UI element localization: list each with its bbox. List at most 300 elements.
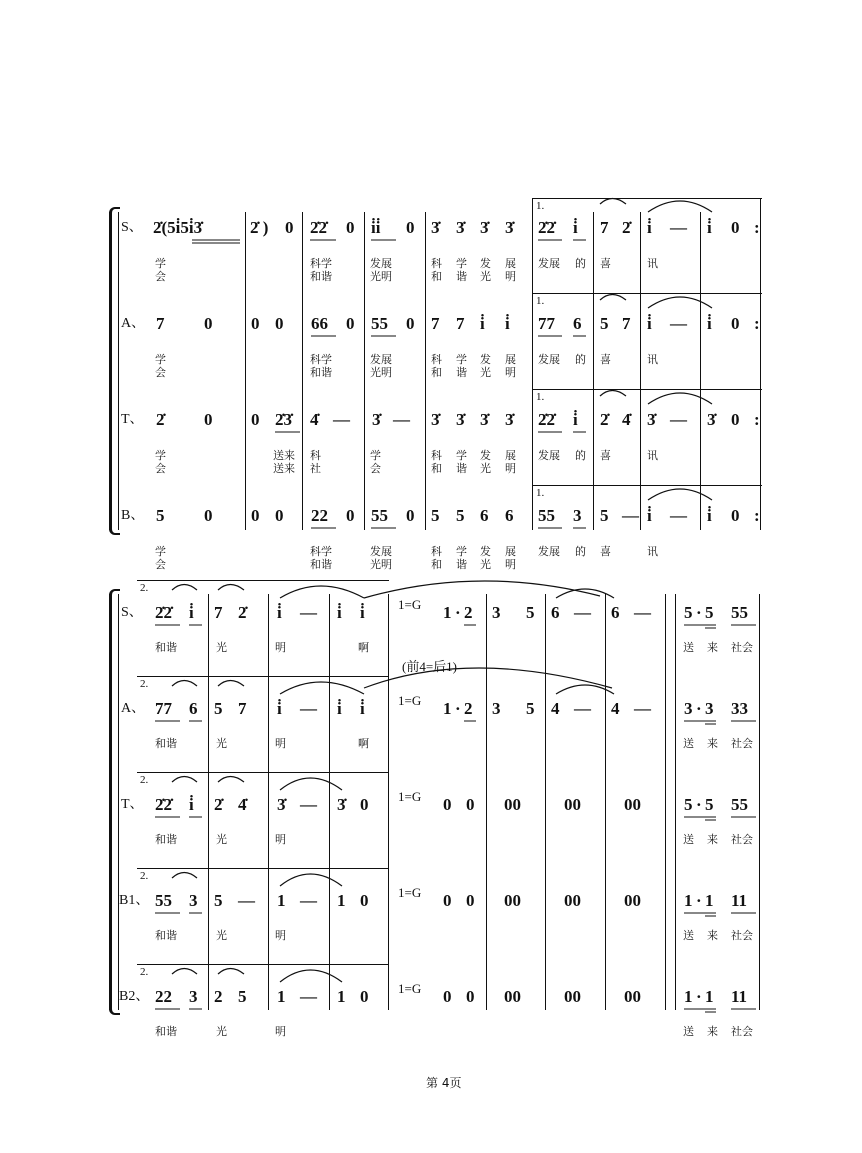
- lyric: 明: [275, 737, 286, 750]
- note: 3: [573, 506, 582, 525]
- lyric: 讯: [647, 545, 658, 558]
- part-label-bass-1: B1、: [119, 893, 150, 908]
- note: i̇: [337, 603, 342, 622]
- lyric: 的: [575, 353, 586, 366]
- note: i̇: [277, 603, 282, 622]
- note: i̇: [189, 603, 194, 622]
- note: 3̇: [505, 410, 514, 429]
- part-label-bass-2: B2、: [119, 989, 150, 1004]
- note: 6: [505, 506, 514, 525]
- note: —: [300, 987, 317, 1006]
- note: 0: [251, 506, 260, 525]
- lyric: 的: [575, 545, 586, 558]
- note: 7: [238, 699, 247, 718]
- note: —: [670, 506, 687, 525]
- note: i̇: [647, 314, 652, 333]
- note: ·: [696, 699, 702, 718]
- note: 00: [624, 891, 641, 910]
- lyric: 明: [505, 462, 516, 475]
- lyric: 学: [155, 353, 166, 366]
- lyric: 学: [456, 353, 467, 366]
- note: 5: [456, 506, 465, 525]
- note: i̇: [337, 699, 342, 718]
- note: 5: [526, 699, 535, 718]
- note: 2: [464, 603, 473, 622]
- note: 5: [684, 603, 693, 622]
- lyric: 学: [456, 257, 467, 270]
- note: 77: [155, 699, 172, 718]
- note: 2̇: [238, 603, 247, 622]
- lyric: 明: [275, 641, 286, 654]
- volta-label: 2.: [140, 870, 149, 882]
- note: 0: [406, 314, 415, 333]
- note: 4̇: [622, 410, 631, 429]
- note: 4: [611, 699, 620, 718]
- note: 2: [464, 699, 473, 718]
- note: 0: [466, 987, 475, 1006]
- lyric: 发展: [370, 353, 392, 366]
- lyric: 的: [575, 449, 586, 462]
- note: —: [670, 410, 687, 429]
- note: i̇: [505, 314, 510, 333]
- note: 7: [600, 218, 609, 237]
- note: i̇: [573, 410, 578, 429]
- note: 0: [466, 891, 475, 910]
- lyric: 会: [155, 270, 166, 283]
- note: 1: [443, 603, 452, 622]
- note: 00: [564, 891, 581, 910]
- note: 3̇: [480, 410, 489, 429]
- lyric: 光: [216, 737, 227, 750]
- volta-label: 1.: [536, 391, 545, 403]
- lyric: 社会: [731, 1025, 753, 1038]
- note: 3̇: [372, 410, 381, 429]
- lyric: 谐: [456, 462, 467, 475]
- lyric: 社会: [731, 641, 753, 654]
- note: —: [300, 603, 317, 622]
- lyric: 学: [155, 449, 166, 462]
- note: 7: [431, 314, 440, 333]
- note: 7: [456, 314, 465, 333]
- note: 2̇3̇: [275, 410, 292, 429]
- lyric: 学: [456, 449, 467, 462]
- note: 4̇: [238, 795, 247, 814]
- lyric: 科: [431, 545, 442, 558]
- note: ·: [696, 603, 702, 622]
- note: 3: [684, 699, 693, 718]
- lyric: 发展: [538, 545, 560, 558]
- note: 3̇: [431, 218, 440, 237]
- note: 2̇: [156, 410, 165, 429]
- note: 2̇2̇: [310, 218, 327, 237]
- note: 3: [492, 603, 501, 622]
- note: 0: [731, 410, 740, 429]
- note: 0: [731, 218, 740, 237]
- note: —: [622, 506, 639, 525]
- note: 11: [731, 891, 748, 910]
- lyric: 明: [275, 1025, 286, 1038]
- lyric: 光明: [370, 270, 392, 283]
- note: 2̇: [600, 410, 609, 429]
- note: 1: [277, 891, 286, 910]
- note: 0: [406, 506, 415, 525]
- lyric: 谐: [456, 558, 467, 571]
- note: 3̇: [456, 410, 465, 429]
- note: —: [300, 891, 317, 910]
- note: 1: [337, 987, 346, 1006]
- note: 0: [275, 506, 284, 525]
- note: —: [574, 699, 591, 718]
- note: 55: [371, 314, 388, 333]
- modulation-note: (前4=后1): [402, 659, 457, 674]
- page-number: 第 4页: [426, 1076, 462, 1090]
- lyric: 讯: [647, 257, 658, 270]
- lyric: 社会: [731, 929, 753, 942]
- note: 0: [346, 506, 355, 525]
- note: 5: [238, 987, 247, 1006]
- part-label-tenor: T、: [121, 412, 144, 427]
- note: 7: [214, 603, 223, 622]
- lyric: 明: [505, 366, 516, 379]
- note: 66: [311, 314, 328, 333]
- lyric: 发展: [538, 353, 560, 366]
- lyric: 光: [480, 270, 491, 283]
- lyric: 和谐: [155, 737, 177, 750]
- note: 3̇: [456, 218, 465, 237]
- lyric: 来: [707, 929, 718, 942]
- note: 5: [600, 314, 609, 333]
- lyric: 和谐: [155, 833, 177, 846]
- note: —: [333, 410, 350, 429]
- lyric: 送: [683, 833, 694, 846]
- note: 0: [346, 314, 355, 333]
- note: 0: [360, 987, 369, 1006]
- note: 55: [155, 891, 172, 910]
- note: 0: [285, 218, 294, 237]
- part-label-alto: A、: [121, 701, 146, 716]
- lyric: 展: [505, 449, 516, 462]
- note: 3̇: [505, 218, 514, 237]
- lyric: 发: [480, 449, 491, 462]
- lyric: 和谐: [155, 641, 177, 654]
- note: 5: [431, 506, 440, 525]
- underline-marks: [155, 240, 756, 1012]
- lyric: 讯: [647, 353, 658, 366]
- repeat-sign: :: [754, 218, 760, 237]
- lyric: 科: [431, 353, 442, 366]
- note: 00: [504, 987, 521, 1006]
- lyric: 和谐: [310, 558, 332, 571]
- lyric: 会: [155, 462, 166, 475]
- lyric: 和: [431, 558, 442, 571]
- note: i̇: [360, 603, 365, 622]
- note: 2̇2̇: [538, 218, 555, 237]
- note: 3: [705, 699, 714, 718]
- note: i̇: [277, 699, 282, 718]
- note: 7: [156, 314, 165, 333]
- lyric: 光: [480, 462, 491, 475]
- note: 0: [443, 987, 452, 1006]
- note: 5: [156, 506, 165, 525]
- lyric: 明: [275, 833, 286, 846]
- lyric: 科: [431, 449, 442, 462]
- note: 5: [600, 506, 609, 525]
- key-signature: 1=G: [398, 693, 422, 708]
- note: —: [574, 603, 591, 622]
- volta-label: 1.: [536, 487, 545, 499]
- note: 00: [624, 795, 641, 814]
- lyric: 和谐: [310, 366, 332, 379]
- lyric: 展: [505, 545, 516, 558]
- note: 1: [684, 987, 693, 1006]
- note: —: [238, 891, 255, 910]
- part-label-tenor: T、: [121, 797, 144, 812]
- note: 3̇: [431, 410, 440, 429]
- note: i̇: [647, 506, 652, 525]
- lyric: 发: [480, 257, 491, 270]
- note: 3̇: [337, 795, 346, 814]
- note: i̇: [189, 795, 194, 814]
- note: 0: [360, 795, 369, 814]
- lyric: 科学: [310, 257, 332, 270]
- note: 0: [406, 218, 415, 237]
- lyric: 明: [275, 929, 286, 942]
- note: 6: [611, 603, 620, 622]
- note: 1: [705, 891, 714, 910]
- part-label-alto: A、: [121, 316, 146, 331]
- note: 0: [204, 314, 213, 333]
- note: 55: [731, 603, 748, 622]
- note: 2̇2̇: [155, 603, 172, 622]
- key-signature: 1=G: [398, 597, 422, 612]
- note: 5: [214, 699, 223, 718]
- lyric: 展: [505, 257, 516, 270]
- note: 3: [189, 891, 198, 910]
- lyric: 来: [707, 641, 718, 654]
- lyric: 讯: [647, 449, 658, 462]
- note: 1: [277, 987, 286, 1006]
- part-label-soprano: S、: [121, 605, 143, 620]
- lyric: 明: [505, 558, 516, 571]
- lyric: 喜: [600, 449, 611, 462]
- lyric: 发展: [370, 257, 392, 270]
- note: 5: [684, 795, 693, 814]
- lyric: 光: [216, 641, 227, 654]
- note: 0: [204, 506, 213, 525]
- lyric: 学: [456, 545, 467, 558]
- lyric: 光明: [370, 366, 392, 379]
- part-label-soprano: S、: [121, 220, 143, 235]
- lyric: 送来: [273, 449, 295, 462]
- note: 6: [573, 314, 582, 333]
- volta-label: 1.: [536, 200, 545, 212]
- note: —: [300, 699, 317, 718]
- note: ·: [696, 795, 702, 814]
- lyric: 送: [683, 1025, 694, 1038]
- slur-marks: [172, 199, 712, 983]
- note: —: [300, 795, 317, 814]
- lyric: 和谐: [155, 929, 177, 942]
- volta-label: 2.: [140, 582, 149, 594]
- note: 2̇: [214, 795, 223, 814]
- lyric: 发展: [370, 545, 392, 558]
- note: 2̇(5i̇5i̇3̇: [153, 218, 203, 237]
- repeat-sign: :: [754, 410, 760, 429]
- lyric: 发展: [538, 257, 560, 270]
- repeat-sign: :: [754, 506, 760, 525]
- volta-label: 2.: [140, 966, 149, 978]
- lyric: 光明: [370, 558, 392, 571]
- lyric: 来: [707, 737, 718, 750]
- lyric: 和: [431, 366, 442, 379]
- note: 5: [705, 795, 714, 814]
- note: 3: [492, 699, 501, 718]
- lyric: 来: [707, 833, 718, 846]
- key-signature: 1=G: [398, 789, 422, 804]
- lyric: 和谐: [155, 1025, 177, 1038]
- note: 6: [480, 506, 489, 525]
- note: 4̇: [310, 410, 319, 429]
- note: 4: [551, 699, 560, 718]
- repeat-sign: :: [754, 314, 760, 333]
- lyric: 谐: [456, 366, 467, 379]
- note: 0: [275, 314, 284, 333]
- note: 1: [337, 891, 346, 910]
- lyric: 和: [431, 270, 442, 283]
- lyric: 展: [505, 353, 516, 366]
- lyric: 社: [310, 462, 321, 475]
- note: 22: [155, 987, 172, 1006]
- note: —: [634, 699, 651, 718]
- note: i̇: [707, 314, 712, 333]
- lyric: 的: [575, 257, 586, 270]
- lyric: 光: [480, 558, 491, 571]
- lyric: 光: [216, 929, 227, 942]
- lyric: 发展: [538, 449, 560, 462]
- lyric: 光: [480, 366, 491, 379]
- lyric: 送: [683, 737, 694, 750]
- lyric: 啊: [358, 641, 369, 654]
- note: i̇i̇: [371, 218, 381, 237]
- lyric: 来: [707, 1025, 718, 1038]
- lyric: 谐: [456, 270, 467, 283]
- note: 3̇: [277, 795, 286, 814]
- volta-label: 2.: [140, 774, 149, 786]
- note: 2: [214, 987, 223, 1006]
- note: 0: [251, 314, 260, 333]
- note: 2̇ ): [250, 218, 269, 237]
- note: 55: [371, 506, 388, 525]
- lyric: 会: [370, 462, 381, 475]
- lyric: 科学: [310, 353, 332, 366]
- note: 2̇2̇: [538, 410, 555, 429]
- note: 00: [504, 795, 521, 814]
- lyric: 科学: [310, 545, 332, 558]
- note: 11: [731, 987, 748, 1006]
- note: i̇: [480, 314, 485, 333]
- note: i̇: [360, 699, 365, 718]
- note: 7: [622, 314, 631, 333]
- key-signature: 1=G: [398, 885, 422, 900]
- part-label-bass: B、: [121, 508, 145, 523]
- note: 5: [705, 603, 714, 622]
- lyric: 学: [370, 449, 381, 462]
- lyric: 会: [155, 366, 166, 379]
- note: 2̇: [622, 218, 631, 237]
- lyric: 送: [683, 929, 694, 942]
- note: 5: [526, 603, 535, 622]
- note: 0: [466, 795, 475, 814]
- lyric: 和谐: [310, 270, 332, 283]
- note: 3̇: [480, 218, 489, 237]
- lyric: 送来: [273, 462, 295, 475]
- lyric: 学: [155, 545, 166, 558]
- lyric: 送: [683, 641, 694, 654]
- note: ·: [455, 699, 461, 718]
- note: 0: [443, 795, 452, 814]
- note: 3̇: [647, 410, 656, 429]
- note: 0: [204, 410, 213, 429]
- note: 55: [731, 795, 748, 814]
- key-signature: 1=G: [398, 981, 422, 996]
- note: ·: [696, 987, 702, 1006]
- note: i̇: [707, 506, 712, 525]
- lyric: 发: [480, 545, 491, 558]
- lyric: 学: [155, 257, 166, 270]
- note: —: [393, 410, 410, 429]
- note: 55: [538, 506, 555, 525]
- note: 1: [443, 699, 452, 718]
- note: ·: [455, 603, 461, 622]
- note: 2̇2̇: [155, 795, 172, 814]
- lyric: 和: [431, 462, 442, 475]
- lyric: 啊: [358, 737, 369, 750]
- note: 0: [731, 506, 740, 525]
- lyric: 明: [505, 270, 516, 283]
- note: 3: [189, 987, 198, 1006]
- lyric: 发: [480, 353, 491, 366]
- note: 6: [189, 699, 198, 718]
- note: —: [634, 603, 651, 622]
- note: 0: [360, 891, 369, 910]
- volta-label: 1.: [536, 295, 545, 307]
- note: i̇: [647, 218, 652, 237]
- lyric: 喜: [600, 353, 611, 366]
- note: 22: [311, 506, 328, 525]
- note: 1: [705, 987, 714, 1006]
- lyric: 科: [310, 449, 321, 462]
- lyric: 社会: [731, 833, 753, 846]
- note: 00: [564, 795, 581, 814]
- lyric: 喜: [600, 545, 611, 558]
- volta-label: 2.: [140, 678, 149, 690]
- note: 1: [684, 891, 693, 910]
- note: i̇: [573, 218, 578, 237]
- lyric: 喜: [600, 257, 611, 270]
- lyric: 社会: [731, 737, 753, 750]
- note: 0: [251, 410, 260, 429]
- lyric: 光: [216, 1025, 227, 1038]
- note: 5: [214, 891, 223, 910]
- note: 0: [346, 218, 355, 237]
- lyric: 光: [216, 833, 227, 846]
- note: 0: [731, 314, 740, 333]
- note: 00: [504, 891, 521, 910]
- note: 33: [731, 699, 748, 718]
- note: 77: [538, 314, 555, 333]
- note: 3̇: [707, 410, 716, 429]
- note: 00: [564, 987, 581, 1006]
